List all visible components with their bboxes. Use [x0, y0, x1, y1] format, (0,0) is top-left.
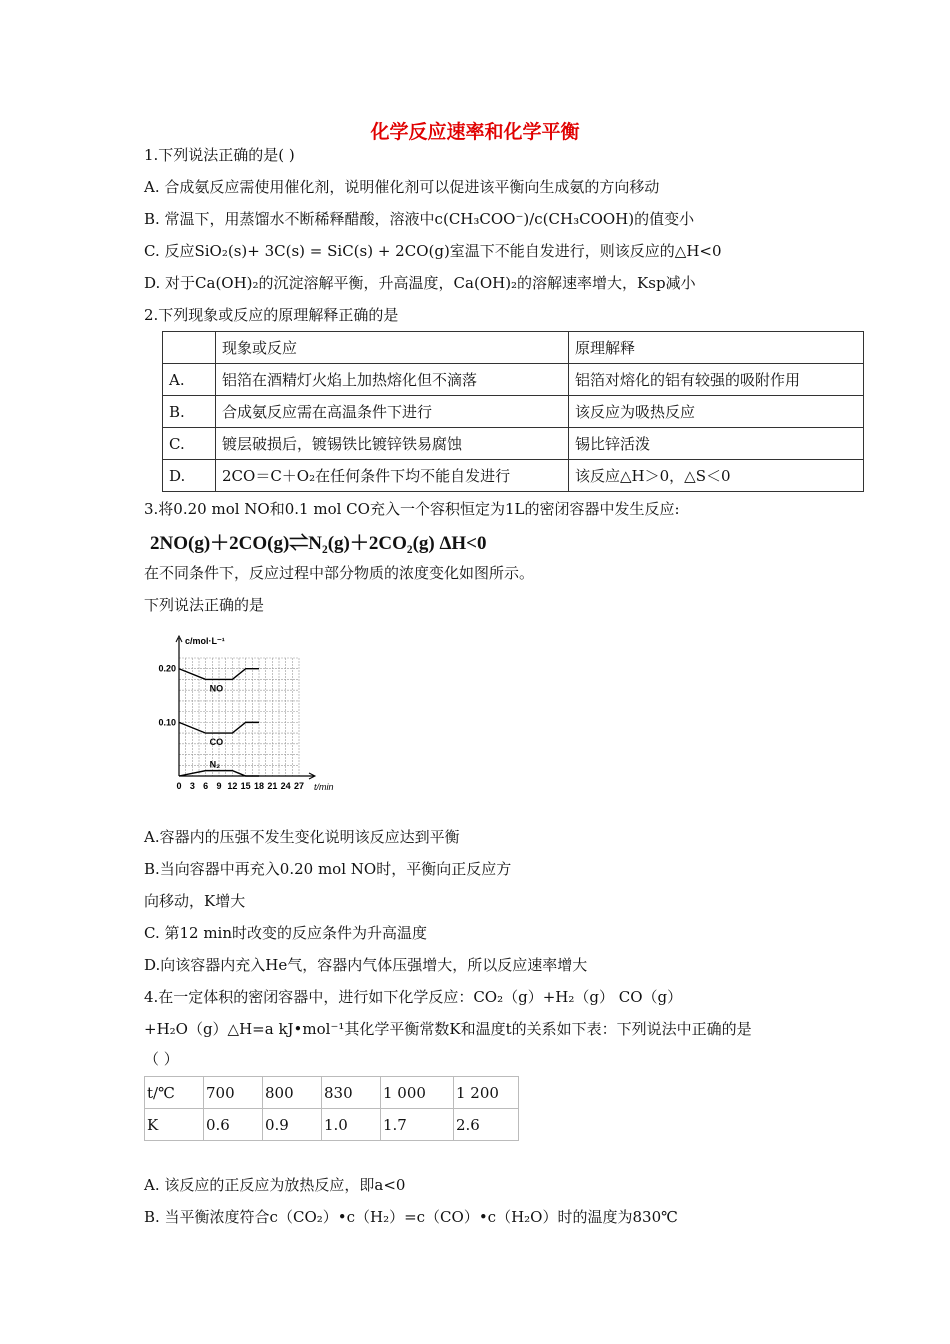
x-tick-label: 27 [293, 781, 305, 791]
q2-table [162, 331, 864, 492]
table-row [163, 396, 864, 428]
q3-line2: 在不同条件下，反应过程中部分物质的浓度变化如图所示。 [144, 564, 535, 582]
table-cell: 2.6 [454, 1109, 519, 1141]
table-header-row [163, 332, 864, 364]
table-cell: 2CO＝C＋O₂在任何条件下均不能自发进行 [216, 460, 569, 492]
table-row [163, 364, 864, 396]
q1-option-a: A. 合成氨反应需使用催化剂，说明催化剂可以促进该平衡向生成氨的方向移动 [144, 178, 660, 196]
table-cell: C. [163, 428, 216, 460]
table-cell: D. [163, 460, 216, 492]
q3-option-b-cont: 向移动，K增大 [144, 892, 246, 910]
page-title: 化学反应速率和化学平衡 [370, 121, 580, 143]
q3-option-b: B.当向容器中再充入0.20 mol NO时，平衡向正反应方 [144, 860, 512, 878]
concentration-chart [146, 632, 346, 802]
x-tick-label: 9 [216, 781, 222, 791]
series-label: CO [209, 737, 224, 748]
table-cell: 原理解释 [569, 332, 864, 364]
table-row [145, 1077, 519, 1109]
q4-table [144, 1076, 519, 1141]
x-tick-label: 24 [280, 781, 291, 791]
series-label: N₂ [209, 759, 221, 770]
q1-option-c: C. 反应SiO₂(s)+ 3C(s) = SiC(s) + 2CO(g)室温下不能自发进行，则该反应的△H<0 [144, 242, 722, 260]
table-cell: 1.0 [322, 1109, 381, 1141]
table-cell: 铝箔对熔化的铝有较强的吸附作用 [569, 364, 864, 396]
q4-line2: +H₂O（g）△H=a kJ•mol⁻¹其化学平衡常数K和温度t的关系如下表：下列说法中正确的是 [144, 1020, 752, 1038]
x-tick-label: 0 [176, 781, 182, 791]
q3-line3: 下列说法正确的是 [144, 596, 265, 614]
table-cell [163, 332, 216, 364]
q1-option-b: B. 常温下，用蒸馏水不断稀释醋酸，溶液中c(CH₃COO⁻)/c(CH₃COOH)的值变小 [144, 210, 695, 228]
q4-line1: 4.在一定体积的密闭容器中，进行如下化学反应：CO₂（g）+H₂（g） CO（g） [144, 988, 683, 1006]
table-cell: 该反应为吸热反应 [569, 396, 864, 428]
table-cell: B. [163, 396, 216, 428]
x-axis-label: t/min [314, 782, 334, 792]
q1-stem: 1.下列说法正确的是( ) [144, 146, 295, 164]
x-tick-label: 3 [189, 781, 195, 791]
table-cell: 1.7 [381, 1109, 454, 1141]
table-row [163, 428, 864, 460]
x-tick-label: 21 [267, 781, 278, 791]
x-tick-label: 12 [227, 781, 238, 791]
q4-line3: （ ） [144, 1050, 179, 1068]
table-row [163, 460, 864, 492]
q4-option-a: A. 该反应的正反应为放热反应，即a<0 [144, 1176, 406, 1194]
x-tick-label: 18 [253, 781, 265, 791]
table-cell: 1 200 [454, 1077, 519, 1109]
q3-option-a: A.容器内的压强不发生变化说明该反应达到平衡 [144, 828, 460, 846]
table-cell: 锡比锌活泼 [569, 428, 864, 460]
table-cell: K [145, 1109, 204, 1141]
table-cell: 800 [263, 1077, 322, 1109]
series-label: NO [209, 683, 224, 694]
table-cell: 铝箔在酒精灯火焰上加热熔化但不滴落 [216, 364, 569, 396]
y-axis-label: c/mol·L⁻¹ [185, 636, 225, 646]
table-cell: 该反应△H＞0，△S＜0 [569, 460, 864, 492]
q3-option-c: C. 第12 min时改变的反应条件为升高温度 [144, 924, 428, 942]
table-cell: A. [163, 364, 216, 396]
x-tick-label: 15 [240, 781, 251, 791]
table-cell: 合成氨反应需在高温条件下进行 [216, 396, 569, 428]
q3-stem: 3.将0.20 mol NO和0.1 mol CO充入一个容积恒定为1L的密闭容器中发生反应: [144, 500, 680, 518]
table-cell: 700 [204, 1077, 263, 1109]
q1-option-d: D. 对于Ca(OH)₂的沉淀溶解平衡，升高温度，Ca(OH)₂的溶解速率增大，Ksp减小 [144, 274, 696, 292]
table-cell: 0.6 [204, 1109, 263, 1141]
table-cell: 1 000 [381, 1077, 454, 1109]
y-tick-label: 0.10 [158, 717, 176, 728]
table-row [145, 1109, 519, 1141]
table-cell: 0.9 [263, 1109, 322, 1141]
x-tick-label: 6 [203, 781, 209, 791]
q2-stem: 2.下列现象或反应的原理解释正确的是 [144, 306, 399, 324]
y-tick-label: 0.20 [158, 663, 176, 674]
table-cell: 830 [322, 1077, 381, 1109]
q4-option-b: B. 当平衡浓度符合c（CO₂）•c（H₂）=c（CO）•c（H₂O）时的温度为830℃ [144, 1208, 678, 1226]
table-cell: 现象或反应 [216, 332, 569, 364]
reaction-equation: 2NO(g)＋2CO(g)⇌N₂(g)＋2CO₂(g) ΔH<0 [150, 533, 487, 554]
table-cell: 镀层破损后，镀锡铁比镀锌铁易腐蚀 [216, 428, 569, 460]
q3-option-d: D.向该容器内充入He气，容器内气体压强增大，所以反应速率增大 [144, 956, 588, 974]
table-cell: t/℃ [145, 1077, 204, 1109]
